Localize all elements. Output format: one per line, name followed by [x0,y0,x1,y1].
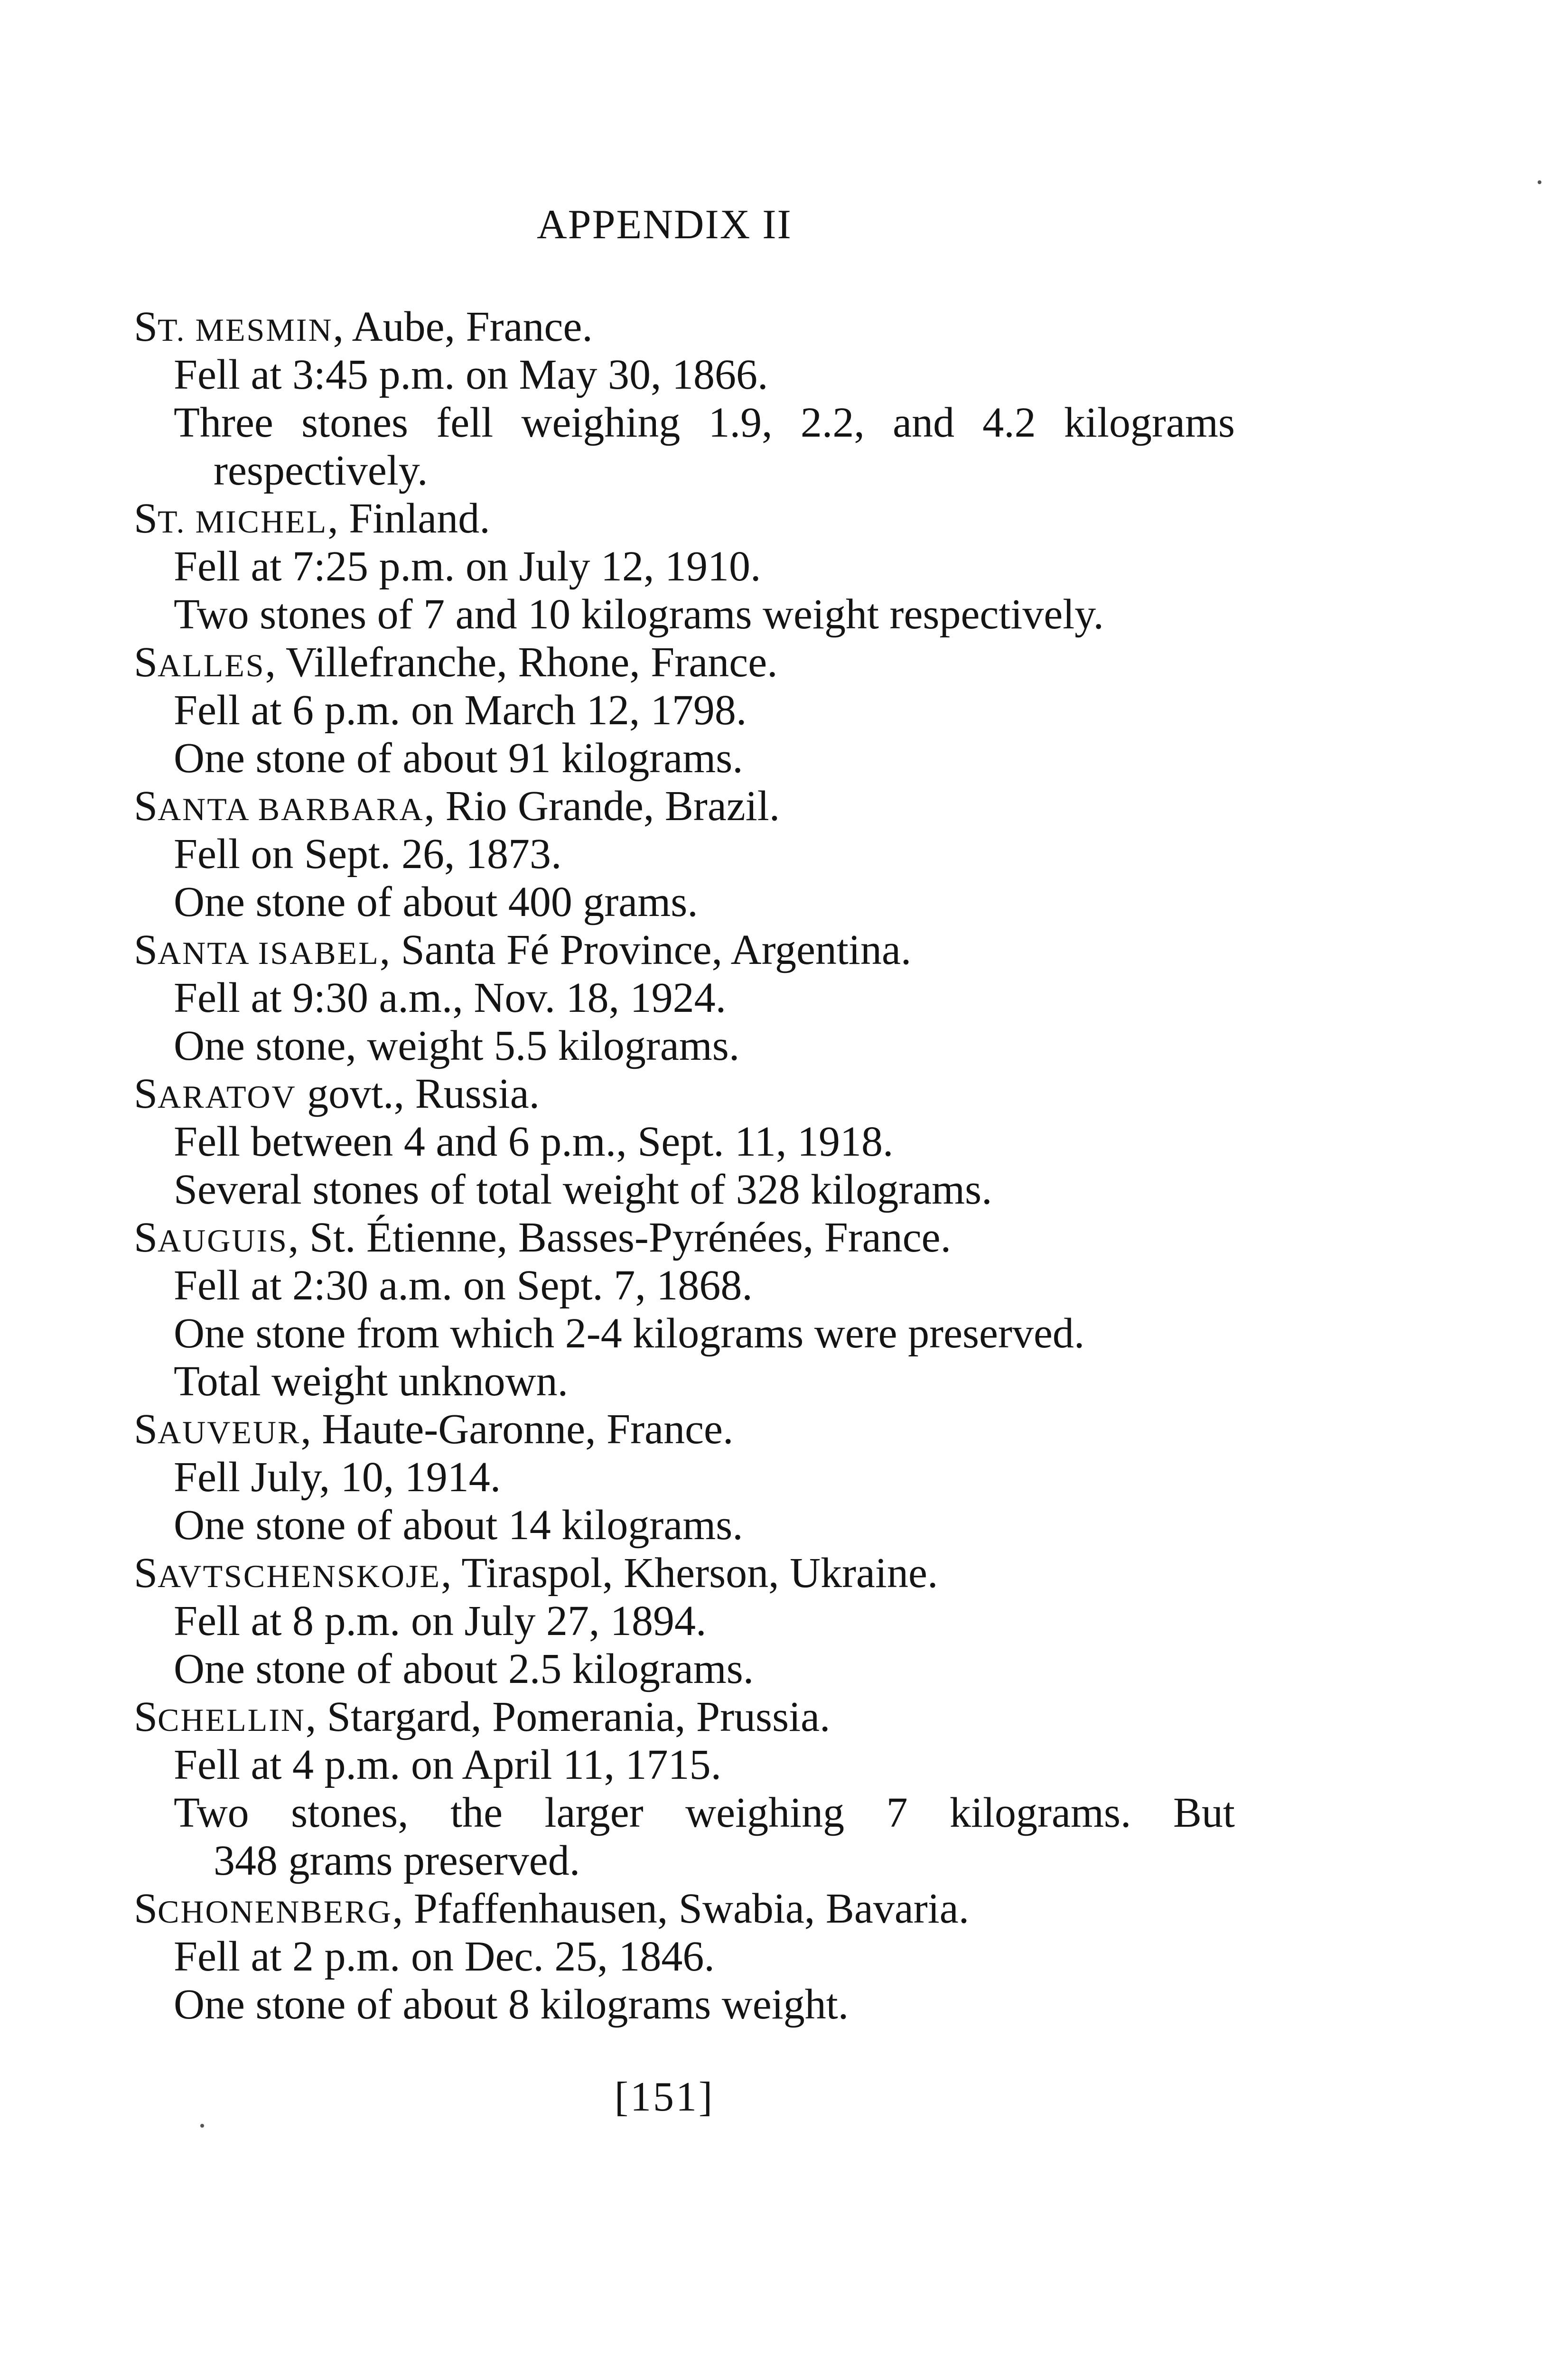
stone-detail-line: One stone of about 14 kilograms. [174,1502,743,1549]
meteorite-entry-heading [134,926,1235,974]
stone-detail-line: Three stones fell weighing 1.9, 2.2, and 4.2 kilograms [174,399,1235,446]
meteorite-entry-heading [134,638,1235,686]
fall-date-line: Fell at 9:30 a.m., Nov. 18, 1924. [174,974,727,1021]
fall-date-line: Fell at 8 p.m. on July 27, 1894. [174,1598,707,1644]
meteorite-location: , Haute-Garonne, France. [300,1406,734,1453]
fall-date-line: Fell July, 10, 1914. [174,1454,501,1501]
stone-detail-line: One stone from which 2-4 kilograms were preserved. [174,1310,1085,1357]
meteorite-location: , Pfaffenhausen, Swabia, Bavaria. [392,1885,970,1932]
stone-detail-line: One stone of about 400 grams. [174,878,698,925]
meteorite-name-initial: S [134,1406,158,1453]
stone-detail-line: Two stones, the larger weighing 7 kilograms. But [174,1789,1235,1836]
meteorite-entry-heading [134,1693,1235,1741]
meteorite-name-rest: CHELLIN [158,1702,306,1738]
fall-date-line: Fell between 4 and 6 p.m., Sept. 11, 1918. [174,1118,894,1165]
meteorite-name-initial: S [134,303,158,350]
meteorite-entry-heading [134,1214,1235,1261]
meteorite-entry-heading [134,1405,1235,1453]
meteorite-location: , Finland. [327,495,490,542]
meteorite-location: , Aube, France. [333,303,593,350]
print-speck [200,2124,204,2128]
meteorite-name-rest: AVTSCHENSKOJE [158,1558,441,1594]
stone-detail-continuation: respectively. [214,447,428,494]
meteorite-entry-heading [134,1885,1235,1933]
meteorite-name-rest: ALLES [158,647,265,683]
stone-detail-line: One stone of about 91 kilograms. [174,735,743,782]
meteorite-name-rest: T. MESMIN [158,312,333,348]
meteorite-entries [134,303,1235,2028]
meteorite-name-rest: ARATOV [158,1079,297,1115]
stone-detail-line: One stone of about 8 kilograms weight. [174,1981,849,2028]
meteorite-name-rest: CHONENBERG [158,1894,392,1930]
stone-detail-line: Two stones of 7 and 10 kilograms weight respectively. [174,591,1104,638]
meteorite-name-initial: S [134,495,158,542]
stone-detail-line: One stone, weight 5.5 kilograms. [174,1022,740,1069]
meteorite-name-rest: ANTA BARBARA [158,791,424,827]
meteorite-entry-heading [134,303,1235,351]
meteorite-name-initial: S [134,1214,158,1261]
meteorite-name-initial: S [134,639,158,686]
meteorite-name-rest: AUVEUR [158,1414,301,1450]
fall-date-line: Fell at 7:25 p.m. on July 12, 1910. [174,543,761,590]
meteorite-name-initial: S [134,1550,158,1597]
meteorite-name-initial: S [134,1693,158,1740]
fall-date-line: Fell at 2:30 a.m. on Sept. 7, 1868. [174,1262,753,1309]
meteorite-entry-heading [134,782,1235,830]
meteorite-name-initial: S [134,1070,158,1117]
fall-date-line: Fell at 2 p.m. on Dec. 25, 1846. [174,1933,715,1980]
meteorite-entry-heading [134,1549,1235,1597]
page-number: [151] [614,2074,715,2120]
meteorite-location: , Stargard, Pomerania, Prussia. [305,1693,831,1740]
meteorite-location: , St. Étienne, Basses-Pyrénées, France. [288,1214,952,1261]
appendix-heading: APPENDIX II [537,202,792,248]
meteorite-entry-heading [134,495,1235,542]
fall-date-line: Fell at 4 p.m. on April 11, 1715. [174,1741,722,1788]
fall-date-line: Fell at 3:45 p.m. on May 30, 1866. [174,351,768,398]
meteorite-entry-heading [134,1070,1235,1118]
meteorite-location: , Santa Fé Province, Argentina. [379,926,912,973]
meteorite-name-rest: AUGUIS [158,1223,288,1259]
print-speck [1538,180,1541,184]
meteorite-name-rest: ANTA ISABEL [158,935,380,971]
meteorite-name-rest: T. MICHEL [158,504,328,540]
stone-detail-continuation: 348 grams preserved. [214,1837,580,1884]
meteorite-name-initial: S [134,1885,158,1932]
stone-detail-line: Several stones of total weight of 328 kilograms. [174,1166,992,1213]
fall-date-line: Fell on Sept. 26, 1873. [174,831,562,878]
meteorite-location: govt., Russia. [296,1070,540,1117]
meteorite-name-initial: S [134,926,158,973]
meteorite-location: , Rio Grande, Brazil. [424,783,780,830]
stone-detail-line: Total weight unknown. [174,1358,569,1405]
meteorite-name-initial: S [134,783,158,830]
meteorite-location: , Tiraspol, Kherson, Ukraine. [441,1550,938,1597]
stone-detail-line: One stone of about 2.5 kilograms. [174,1645,754,1692]
fall-date-line: Fell at 6 p.m. on March 12, 1798. [174,687,747,734]
meteorite-location: , Villefranche, Rhone, France. [265,639,778,686]
